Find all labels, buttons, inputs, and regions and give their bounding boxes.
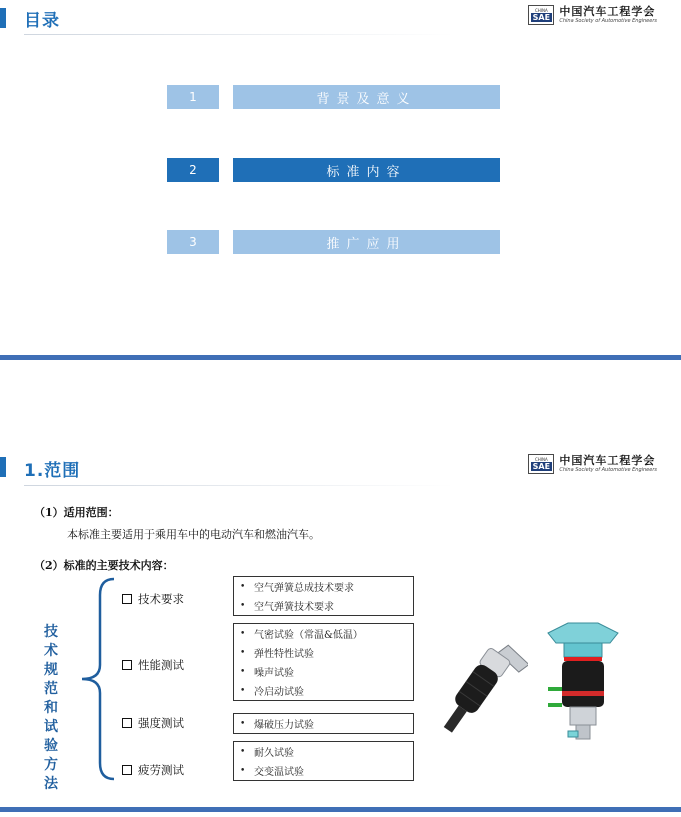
logo-china-text: CHINA — [535, 8, 548, 13]
toc-item-3-label[interactable]: 推广应用 — [233, 230, 500, 254]
category-label: 性能测试 — [138, 658, 184, 672]
list-item: • 冷启动试验 — [240, 685, 304, 698]
list-item: • 空气弹簧总成技术要求 — [240, 581, 354, 594]
items-box-fatigue — [233, 741, 414, 781]
items-box-strength — [233, 713, 414, 734]
list-item: • 交变温试验 — [240, 765, 304, 778]
checkbox-square-icon — [122, 718, 132, 728]
list-item: • 弹性特性试验 — [240, 647, 314, 660]
toc-item-2-label[interactable]: 标准内容 — [233, 158, 500, 182]
toc-item-1-label[interactable]: 背景及意义 — [233, 85, 500, 109]
items-box-performance — [233, 623, 414, 701]
title-underline — [24, 485, 454, 486]
checkbox-square-icon — [122, 765, 132, 775]
items-box-technical — [233, 576, 414, 616]
logo-chinese-name: 中国汽车工程学会 — [559, 5, 656, 18]
list-item: • 噪声试验 — [240, 666, 294, 679]
logo-china-text: CHINA — [535, 457, 548, 462]
category-label: 疲劳测试 — [138, 763, 184, 777]
toc-item-1-number[interactable]: 1 — [167, 85, 219, 109]
csae-logo — [528, 5, 657, 25]
logo-sae-text: SAE — [532, 462, 551, 471]
category-label: 强度测试 — [138, 716, 184, 730]
title-accent-bar — [0, 457, 6, 477]
category-technical-requirements — [122, 591, 184, 607]
category-strength-test — [122, 715, 184, 731]
category-bracket — [70, 577, 120, 782]
list-item: • 气密试验（常温&低温） — [240, 628, 363, 641]
checkbox-square-icon — [122, 660, 132, 670]
category-fatigue-test — [122, 762, 184, 778]
scope-heading: （1）适用范围： — [34, 506, 119, 519]
csae-logo-mark — [528, 5, 554, 25]
air-spring-image-left — [428, 625, 528, 745]
title-underline — [24, 34, 454, 35]
category-performance-test — [122, 657, 184, 673]
logo-english-name: China Society of Automotive Engineers — [559, 467, 657, 473]
logo-chinese-name: 中国汽车工程学会 — [559, 454, 656, 467]
list-item: • 爆破压力试验 — [240, 718, 314, 731]
page-title: 目录 — [24, 11, 60, 31]
toc-item-2-number[interactable]: 2 — [167, 158, 219, 182]
slide-scope — [0, 447, 681, 817]
scope-text: 本标准主要适用于乘用车中的电动汽车和燃油汽车。 — [67, 528, 320, 541]
content-heading: （2）标准的主要技术内容： — [34, 559, 174, 572]
page-title: 1.范围 — [24, 461, 81, 481]
air-spring-image-right — [538, 619, 628, 749]
category-label: 技术要求 — [138, 592, 184, 606]
csae-logo — [528, 454, 657, 474]
list-item: • 耐久试验 — [240, 746, 294, 759]
slide-bottom-band — [0, 355, 681, 360]
slide-bottom-band — [0, 807, 681, 812]
logo-english-name: China Society of Automotive Engineers — [559, 18, 657, 24]
logo-sae-text: SAE — [532, 13, 551, 22]
checkbox-square-icon — [122, 594, 132, 604]
slide-table-of-contents — [0, 0, 681, 362]
title-accent-bar — [0, 8, 6, 28]
toc-item-3-number[interactable]: 3 — [167, 230, 219, 254]
csae-logo-mark — [528, 454, 554, 474]
list-item: • 空气弹簧技术要求 — [240, 600, 334, 613]
vertical-title: 技术规范和试验方法 — [44, 624, 58, 792]
